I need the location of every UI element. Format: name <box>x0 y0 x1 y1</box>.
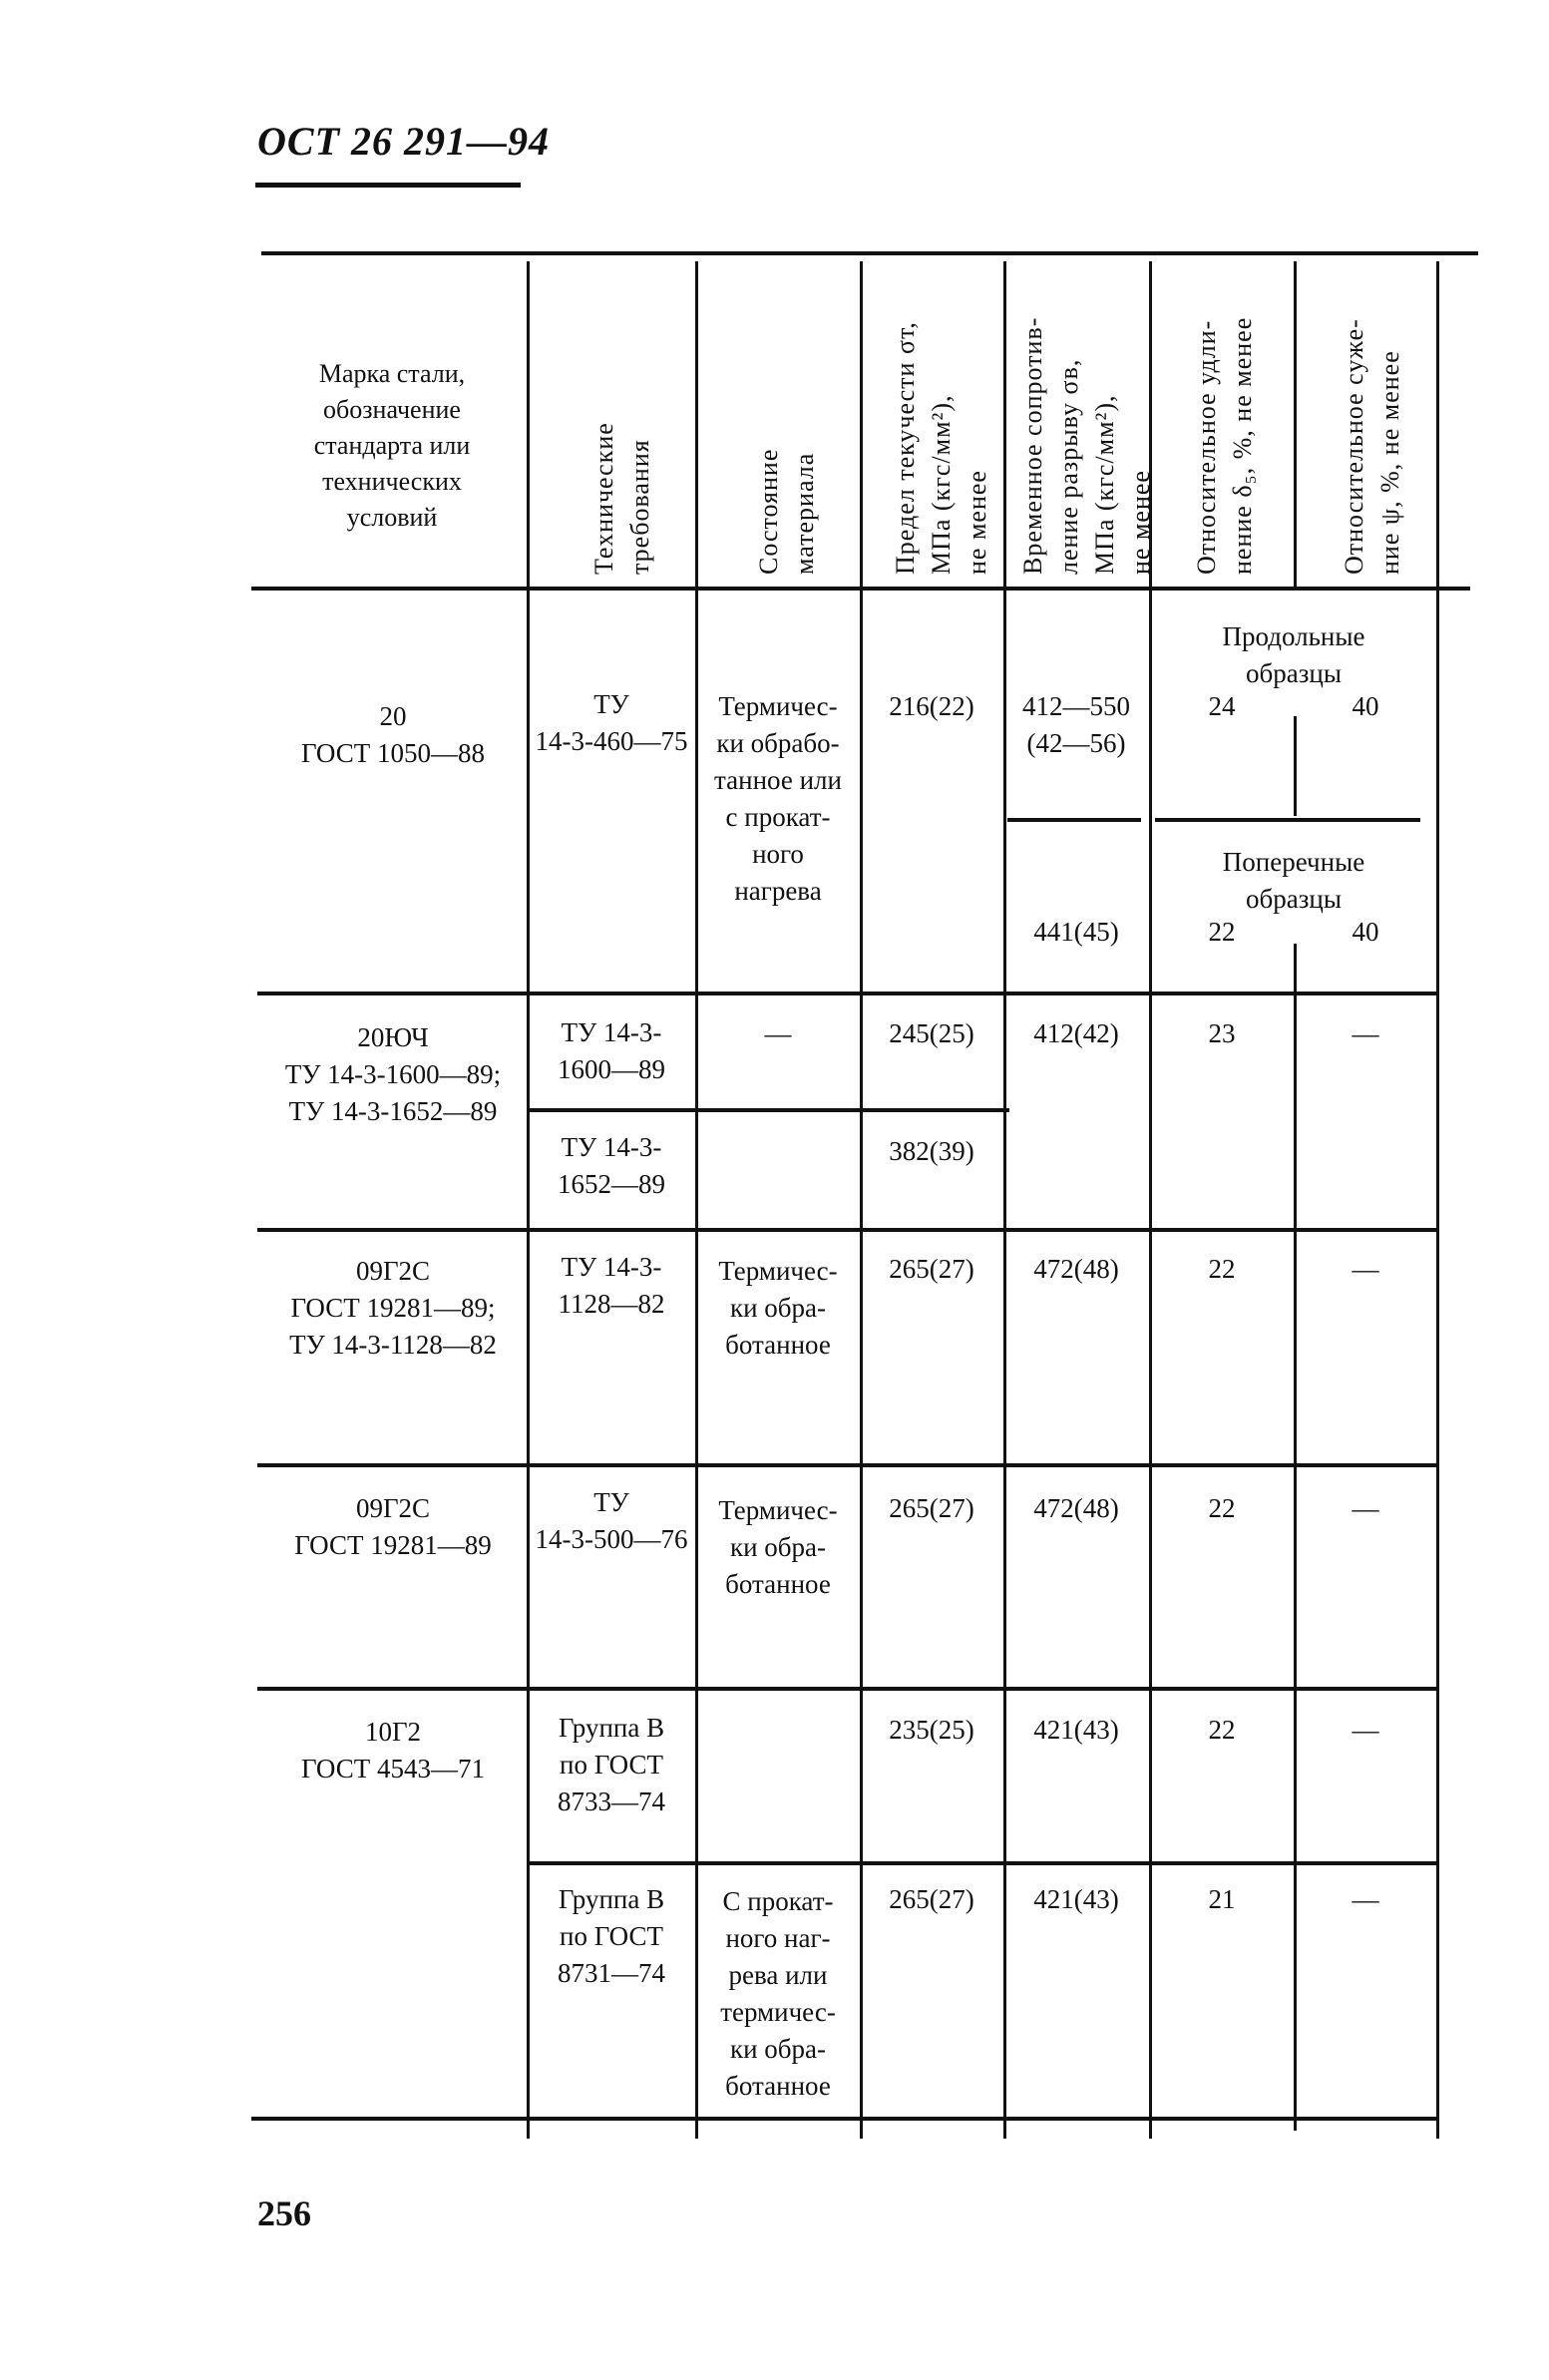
tech-req-cell: ТУ 14-3- 1652—89 <box>558 1132 665 1199</box>
cell-divider <box>1155 818 1420 822</box>
column-rule <box>1003 261 1006 2139</box>
contraction-cell: — <box>1352 1493 1379 1523</box>
contraction-cell: 40 <box>1352 691 1379 721</box>
contraction-cell: — <box>1352 1254 1379 1284</box>
yield-cell: 245(25) <box>889 1018 974 1048</box>
column-rule <box>695 261 698 2139</box>
specimen-label-longitudinal: Продольные образцы <box>1222 621 1365 688</box>
material-state-cell: Термичес- ки обра- ботанное <box>718 1495 838 1599</box>
material-state-cell: С прокат- ного наг- рева или термичес- ки обра- ботанное <box>720 1886 836 2101</box>
material-state-cell: Термичес- ки обрабо- танное или с прокат- ного нагрева <box>714 691 842 906</box>
cell-divider <box>1007 818 1141 822</box>
contraction-cell: — <box>1352 1715 1379 1745</box>
steel-grade-cell: 09Г2С ГОСТ 19281—89; ТУ 14-3-1128—82 <box>289 1256 497 1360</box>
elongation-cell: 22 <box>1208 1493 1236 1523</box>
yield-cell: 265(27) <box>889 1493 974 1523</box>
row-separator <box>257 992 1438 995</box>
tensile-cell: 421(43) <box>1033 1715 1119 1745</box>
tech-req-cell: ТУ 14-3- 1128—82 <box>558 1252 665 1319</box>
tech-req-cell: ТУ 14-3- 1600—89 <box>558 1017 665 1084</box>
material-state-cell: Термичес- ки обра- ботанное <box>718 1256 838 1360</box>
steel-grade-cell: 10Г2 ГОСТ 4543—71 <box>300 1717 486 1784</box>
yield-cell: 382(39) <box>889 1136 974 1166</box>
tech-req-cell: ТУ 14-3-500—76 <box>535 1487 688 1554</box>
yield-cell: 265(27) <box>889 1254 974 1284</box>
header-tensile-strength-text: Временное сопротив- ление разрыву σв, МПа (кгс/мм²), не менее <box>1018 316 1155 575</box>
header-contraction-text: Относительное суже- ние ψ, %, не менее <box>1340 318 1404 575</box>
elongation-cell: 22 <box>1208 1254 1236 1284</box>
column-rule <box>1294 944 1297 2131</box>
row-separator <box>527 1108 1009 1112</box>
elongation-cell: 22 <box>1208 1715 1236 1745</box>
header-yield-strength-text: Предел текучести σт, МПа (кгс/мм²), не менее <box>891 321 991 575</box>
tensile-cell: 412—550 (42—56) <box>1022 691 1130 758</box>
yield-cell: 235(25) <box>889 1715 974 1745</box>
tech-req-cell: Группа В по ГОСТ 8731—74 <box>558 1884 665 1988</box>
contraction-cell: 40 <box>1352 917 1379 947</box>
header-steel-grade: Марка стали, обозначение стандарта или технических условий <box>313 359 471 532</box>
yield-cell: 216(22) <box>889 691 974 721</box>
contraction-cell: — <box>1352 1018 1379 1048</box>
header-elongation-text: Относительное удли- нение δ₅, %, не менее <box>1192 316 1257 575</box>
column-rule <box>860 261 863 2139</box>
tensile-cell: 412(42) <box>1033 1018 1119 1048</box>
document-code: ОСТ 26 291—94 <box>257 119 550 164</box>
steel-grade-cell: 09Г2С ГОСТ 19281—89 <box>294 1493 492 1560</box>
title-underline <box>255 183 521 188</box>
table-right-rule <box>1436 261 1439 2139</box>
row-separator <box>257 1228 1438 1232</box>
row-separator <box>257 1463 1438 1467</box>
elongation-cell: 21 <box>1208 1884 1236 1914</box>
header-material-state-text: Состояние материала <box>754 448 819 575</box>
column-rule <box>1294 716 1297 816</box>
steel-grade-cell: 20ЮЧ ТУ 14-3-1600—89; ТУ 14-3-1652—89 <box>284 1022 502 1126</box>
tensile-cell: 472(48) <box>1033 1254 1119 1284</box>
elongation-cell: 23 <box>1208 1018 1236 1048</box>
table-bottom-rule <box>251 2117 1438 2121</box>
row-separator <box>527 1861 1438 1865</box>
header-technical-requirements-text: Технические требования <box>589 422 654 575</box>
row-separator <box>257 1687 1438 1691</box>
tensile-cell: 421(43) <box>1033 1884 1119 1914</box>
yield-cell: 265(27) <box>889 1884 974 1914</box>
material-state-cell: — <box>764 1018 792 1048</box>
tech-req-cell: ТУ 14-3-460—75 <box>535 689 688 756</box>
tensile-cell: 472(48) <box>1033 1493 1119 1523</box>
column-rule <box>1294 261 1297 591</box>
elongation-cell: 22 <box>1208 917 1236 947</box>
specimen-label-transverse: Поперечные образцы <box>1222 847 1365 914</box>
contraction-cell: — <box>1352 1884 1379 1914</box>
tech-req-cell: Группа В по ГОСТ 8733—74 <box>558 1713 665 1816</box>
table-top-rule <box>261 251 1478 255</box>
tensile-cell: 441(45) <box>1033 917 1119 947</box>
page-number: 256 <box>257 2193 311 2233</box>
steel-grade-cell: 20 ГОСТ 1050—88 <box>300 701 486 768</box>
elongation-cell: 24 <box>1208 691 1236 721</box>
